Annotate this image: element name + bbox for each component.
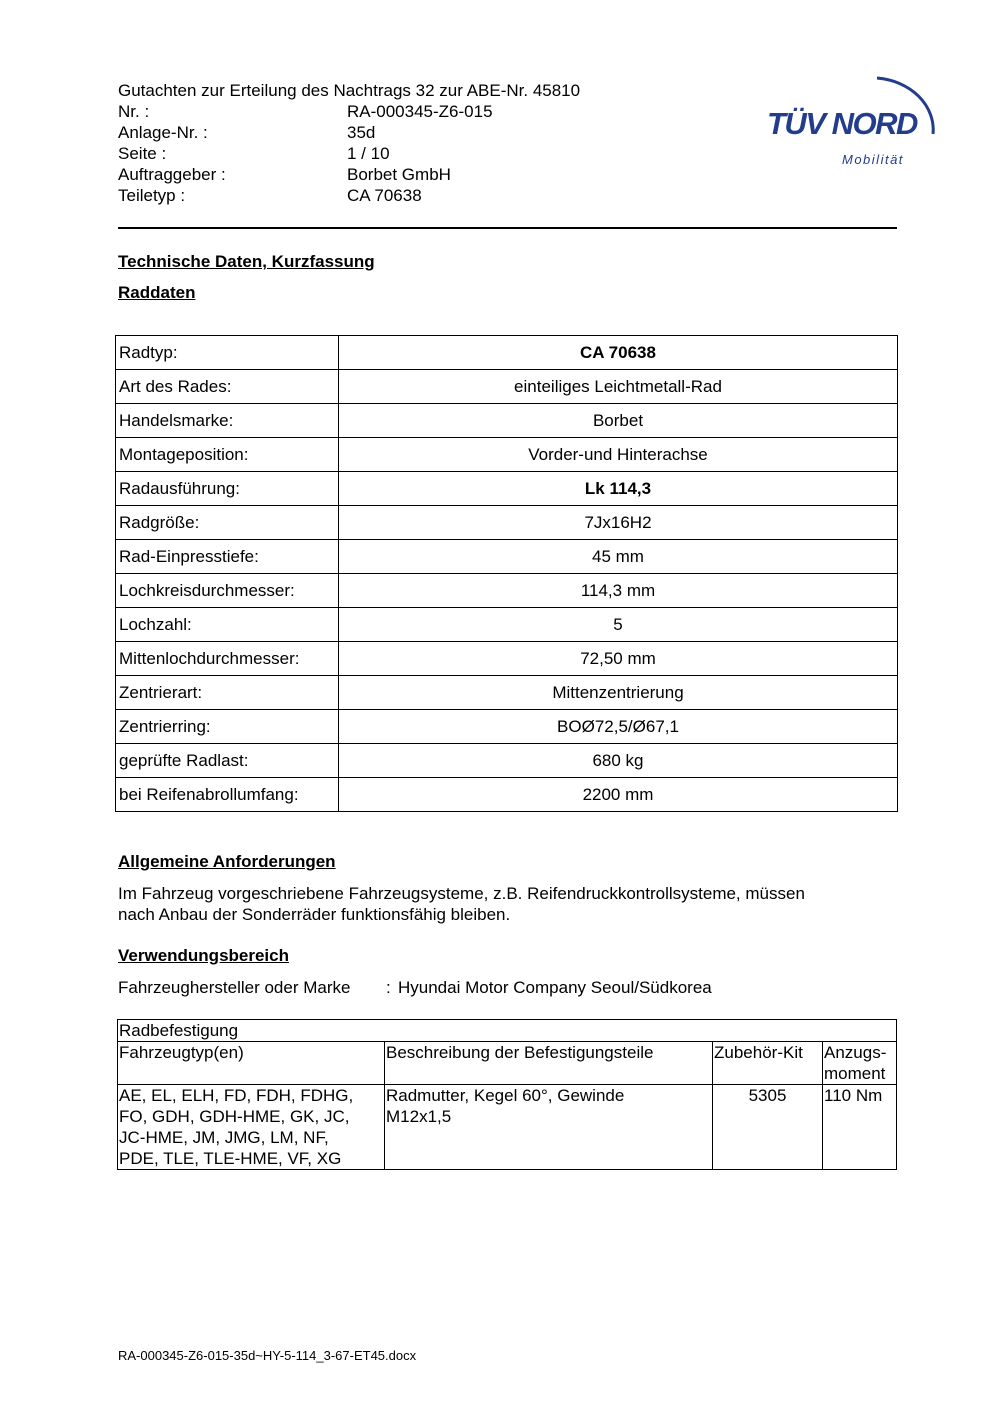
cell-line: M12x1,5: [386, 1107, 452, 1126]
header-value: 35d: [347, 123, 376, 142]
row-value: 7Jx16H2: [339, 506, 898, 540]
row-label: Radtyp:: [116, 336, 339, 370]
header-key: Seite :: [118, 144, 167, 163]
table-row: [116, 472, 898, 506]
table-row: [116, 336, 898, 370]
header-value: RA-000345-Z6-015: [347, 102, 493, 121]
row-value: Mittenzentrierung: [339, 676, 898, 710]
row-value: CA 70638: [339, 336, 898, 370]
section-heading-allgemein: Allgemeine Anforderungen: [118, 852, 336, 871]
row-label: Radgröße:: [116, 506, 339, 540]
hersteller-label: Fahrzeughersteller oder Marke: [118, 978, 351, 997]
table-row: [116, 404, 898, 438]
logo-brand: TÜV NORD: [767, 106, 917, 141]
cell-line: JC-HME, JM, JMG, LM, NF,: [119, 1128, 329, 1147]
table-row: [116, 540, 898, 574]
table-title-row: [118, 1020, 897, 1042]
header-row-auftraggeber: [118, 164, 758, 185]
allgemein-paragraph: [118, 883, 805, 925]
header-divider: [118, 227, 897, 229]
row-label: Lochkreisdurchmesser:: [116, 574, 339, 608]
row-label: Art des Rades:: [116, 370, 339, 404]
header-row-nr: [118, 101, 758, 122]
cell-line: FO, GDH, GDH-HME, GK, JC,: [119, 1107, 350, 1126]
table-row: [116, 370, 898, 404]
row-value: 5: [339, 608, 898, 642]
footer-filename: RA-000345-Z6-015-35d~HY-5-114_3-67-ET45.docx: [118, 1348, 417, 1363]
column-header: Beschreibung der Befestigungsteile: [385, 1042, 713, 1085]
row-value: 72,50 mm: [339, 642, 898, 676]
row-label: Radausführung:: [116, 472, 339, 506]
row-value: 45 mm: [339, 540, 898, 574]
table-row: [116, 744, 898, 778]
row-label: Zentrierart:: [116, 676, 339, 710]
header-value: Borbet GmbH: [347, 165, 451, 184]
row-label: Handelsmarke:: [116, 404, 339, 438]
header-key: Anlage-Nr. :: [118, 123, 208, 142]
row-value: 680 kg: [339, 744, 898, 778]
row-value: Borbet: [339, 404, 898, 438]
cell-line: Radmutter, Kegel 60°, Gewinde: [386, 1086, 625, 1105]
table-title: Radbefestigung: [118, 1020, 897, 1042]
row-value: einteiliges Leichtmetall-Rad: [339, 370, 898, 404]
header-value: CA 70638: [347, 186, 422, 205]
row-value: 2200 mm: [339, 778, 898, 812]
header-row-anlage: [118, 122, 758, 143]
beschreibung-cell: [385, 1085, 713, 1170]
cell-line: PDE, TLE, TLE-HME, VF, XG: [119, 1149, 342, 1168]
hersteller-value: Hyundai Motor Company Seoul/Südkorea: [398, 978, 712, 997]
document-title: Gutachten zur Erteilung des Nachtrags 32 zur ABE-Nr. 45810: [118, 81, 581, 100]
row-value: 114,3 mm: [339, 574, 898, 608]
header-row-seite: [118, 143, 758, 164]
fahrzeugtypen-cell: [118, 1085, 385, 1170]
row-label: Lochzahl:: [116, 608, 339, 642]
table-row: [116, 710, 898, 744]
hersteller-separator: :: [386, 978, 391, 997]
table-row: [116, 608, 898, 642]
table-header-row: [118, 1042, 897, 1085]
tuev-nord-logo: [765, 58, 940, 173]
zubehoer-kit-cell: 5305: [713, 1085, 823, 1170]
section-heading-verwendung: Verwendungsbereich: [118, 946, 289, 965]
logo-subtitle: Mobilität: [842, 152, 904, 167]
row-label: Mittenlochdurchmesser:: [116, 642, 339, 676]
raddaten-table: [115, 335, 898, 812]
row-value: Lk 114,3: [339, 472, 898, 506]
hersteller-line: [118, 978, 712, 998]
table-row: [118, 1085, 897, 1170]
table-row: [116, 676, 898, 710]
row-label: geprüfte Radlast:: [116, 744, 339, 778]
row-label: bei Reifenabrollumfang:: [116, 778, 339, 812]
header-key: Auftraggeber :: [118, 165, 226, 184]
header-key: Teiletyp :: [118, 186, 186, 205]
paragraph-line: nach Anbau der Sonderräder funktionsfähig bleiben.: [118, 905, 511, 924]
header-line: Anzugs-: [824, 1043, 887, 1062]
table-row: [116, 642, 898, 676]
anzugsmoment-cell: 110 Nm: [823, 1085, 897, 1170]
header-line: moment: [824, 1064, 886, 1083]
header-key: Nr. :: [118, 102, 150, 121]
header-value: 1 / 10: [347, 144, 390, 163]
paragraph-line: Im Fahrzeug vorgeschriebene Fahrzeugsysteme, z.B. Reifendruckkontrollsysteme, müssen: [118, 884, 805, 903]
radbefestigung-table: [117, 1019, 897, 1170]
header-row-teiletyp: [118, 185, 758, 206]
cell-line: AE, EL, ELH, FD, FDH, FDHG,: [119, 1086, 354, 1105]
row-value: Vorder-und Hinterachse: [339, 438, 898, 472]
column-header: Fahrzeugtyp(en): [118, 1042, 385, 1085]
column-header: [823, 1042, 897, 1085]
table-row: [116, 438, 898, 472]
row-label: Zentrierring:: [116, 710, 339, 744]
row-value: BOØ72,5/Ø67,1: [339, 710, 898, 744]
table-row: [116, 574, 898, 608]
row-label: Rad-Einpresstiefe:: [116, 540, 339, 574]
section-heading-technische-daten: Technische Daten, Kurzfassung: [118, 252, 375, 271]
document-header: [118, 80, 758, 206]
section-heading-raddaten: Raddaten: [118, 283, 196, 302]
table-row: [116, 778, 898, 812]
row-label: Montageposition:: [116, 438, 339, 472]
column-header: Zubehör-Kit: [713, 1042, 823, 1085]
table-row: [116, 506, 898, 540]
